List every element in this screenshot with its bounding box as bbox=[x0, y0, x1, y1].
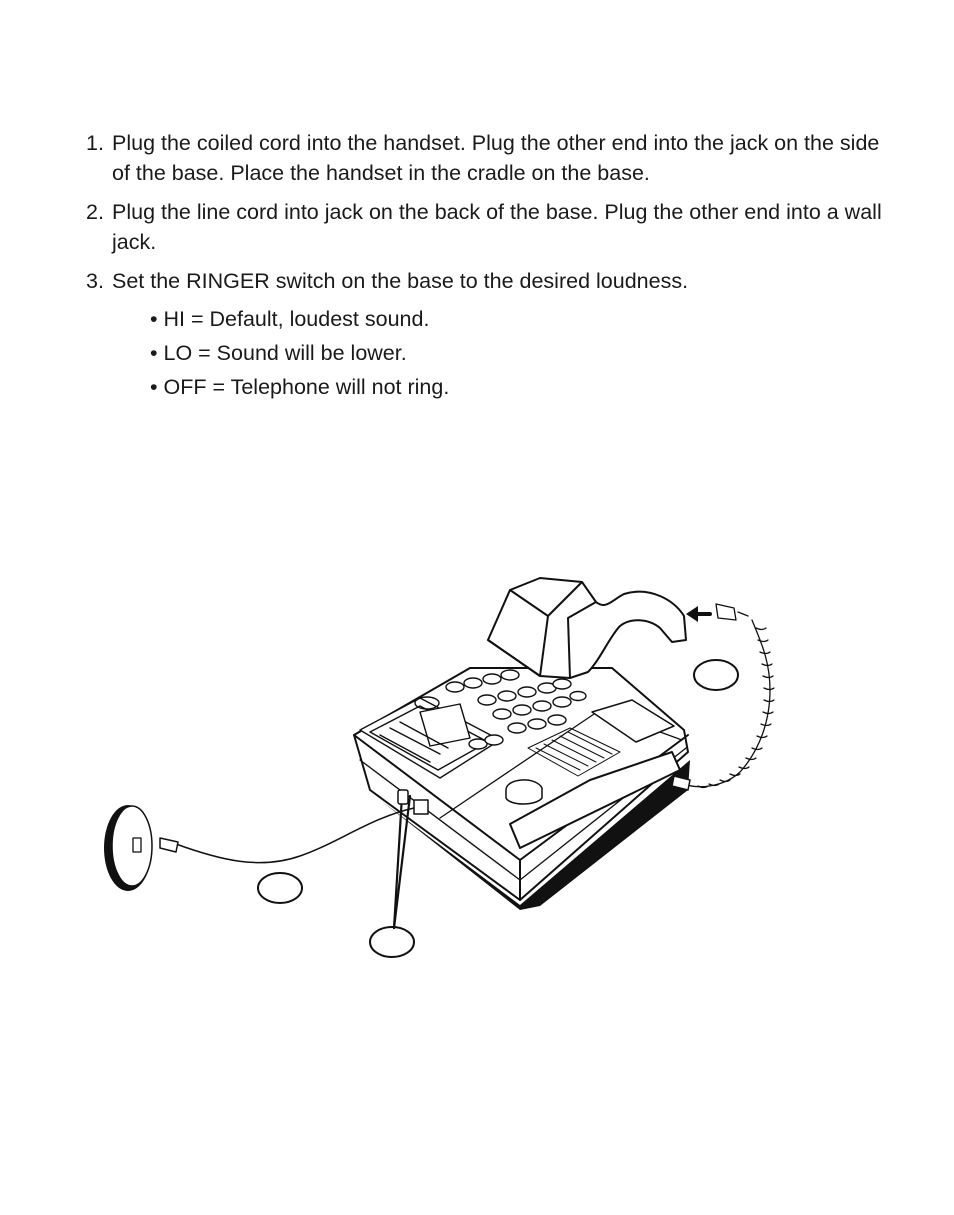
handset bbox=[488, 578, 686, 678]
step-2 bbox=[86, 197, 886, 257]
ringer-options-list bbox=[150, 302, 886, 404]
ringer-option-off: • OFF = Telephone will not ring. bbox=[150, 375, 450, 399]
step-1 bbox=[86, 128, 886, 188]
cradle-front bbox=[506, 780, 542, 804]
line-cord-plug bbox=[160, 838, 178, 852]
ringer-switch bbox=[398, 790, 408, 804]
step-text: Plug the coiled cord into the handset. Plug the other end into the jack on the side of the base. Place the handset in the cradle on the base. bbox=[112, 131, 880, 185]
instruction-steps bbox=[86, 128, 886, 413]
rear-jack bbox=[414, 800, 428, 814]
coiled-cord bbox=[684, 604, 774, 788]
wall-jack bbox=[104, 805, 152, 891]
arrow-head bbox=[686, 606, 698, 622]
step-3 bbox=[86, 266, 886, 404]
callout-oval bbox=[694, 660, 738, 690]
step-number: 3. bbox=[86, 269, 104, 293]
callout-oval bbox=[370, 927, 414, 957]
telephone-installation-illustration bbox=[0, 540, 954, 980]
callout-leader bbox=[394, 796, 402, 928]
step-number: 1. bbox=[86, 131, 104, 155]
callout-leader bbox=[394, 796, 410, 928]
step-text: Set the RINGER switch on the base to the desired loudness. bbox=[112, 269, 689, 293]
ringer-option-lo: • LO = Sound will be lower. bbox=[150, 341, 407, 365]
line-cord bbox=[176, 808, 414, 863]
step-text: Plug the line cord into jack on the back of the base. Plug the other end into a wall jack. bbox=[112, 200, 882, 254]
step-number: 2. bbox=[86, 200, 104, 224]
callout-oval bbox=[258, 873, 302, 903]
ringer-option-hi: • HI = Default, loudest sound. bbox=[150, 307, 430, 331]
